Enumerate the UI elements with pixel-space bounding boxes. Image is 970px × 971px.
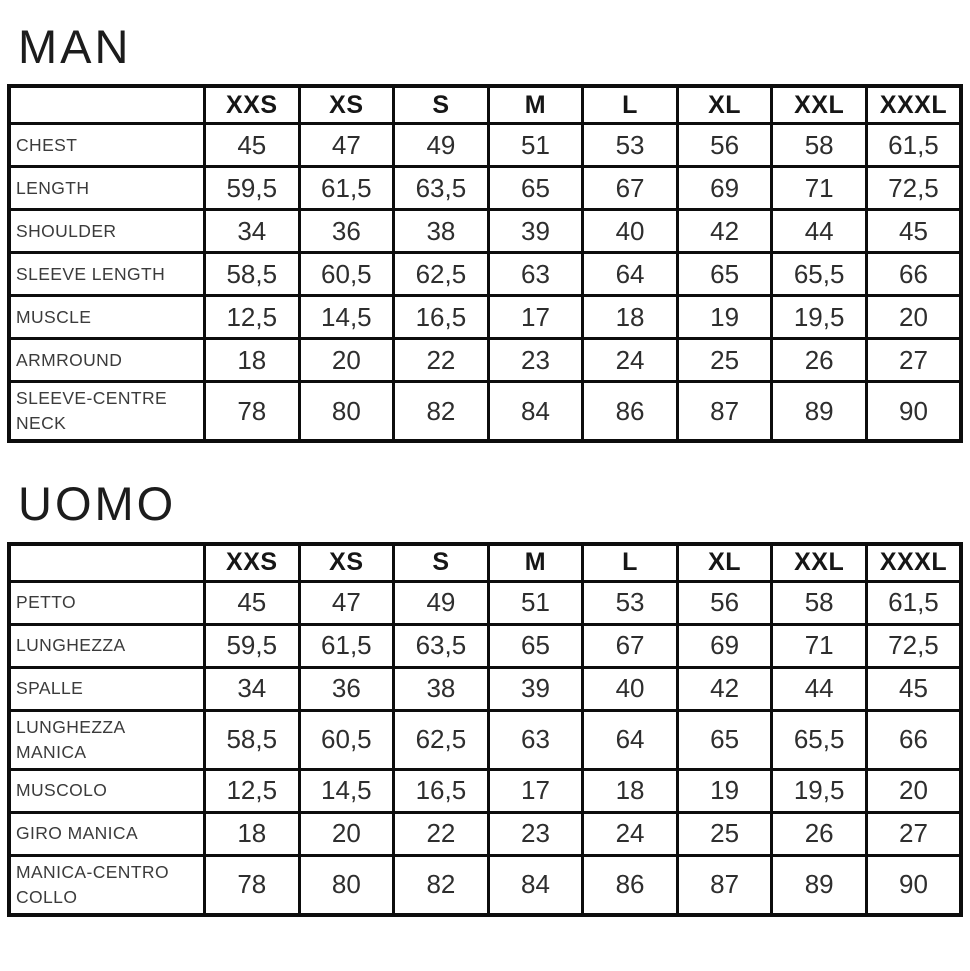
size-column-header: XXL: [772, 86, 867, 124]
measurement-row: [9, 581, 961, 624]
size-value: 36: [299, 210, 394, 253]
size-value: 51: [488, 581, 583, 624]
size-value: 78: [205, 855, 300, 915]
size-column-header: S: [394, 86, 489, 124]
size-table-uomo: [7, 542, 963, 917]
size-value: 22: [394, 812, 489, 855]
size-value: 84: [488, 382, 583, 442]
size-header-row: [9, 544, 961, 582]
size-value: 80: [299, 855, 394, 915]
size-value: 58,5: [205, 253, 300, 296]
size-value: 36: [299, 667, 394, 710]
size-value: 86: [583, 382, 678, 442]
size-value: 65,5: [772, 253, 867, 296]
size-value: 23: [488, 339, 583, 382]
size-value: 89: [772, 855, 867, 915]
size-value: 18: [583, 296, 678, 339]
measurement-label-cell: [9, 581, 205, 624]
size-value: 42: [677, 210, 772, 253]
measurement-row: [9, 210, 961, 253]
corner-cell: [9, 86, 205, 124]
size-column-header: S: [394, 544, 489, 582]
size-value: 45: [866, 667, 961, 710]
size-value: 12,5: [205, 296, 300, 339]
size-value: 65: [677, 253, 772, 296]
measurement-label: SHOULDER: [16, 220, 117, 241]
size-value: 66: [866, 253, 961, 296]
size-value: 47: [299, 124, 394, 167]
size-value: 18: [583, 769, 678, 812]
size-value: 20: [866, 769, 961, 812]
size-value: 61,5: [299, 167, 394, 210]
size-value: 71: [772, 167, 867, 210]
measurement-label-cell: [9, 624, 205, 667]
size-value: 47: [299, 581, 394, 624]
measurement-label: GIRO MANICA: [16, 823, 139, 844]
size-value: 67: [583, 167, 678, 210]
size-value: 44: [772, 210, 867, 253]
size-column-header: M: [488, 544, 583, 582]
size-value: 82: [394, 855, 489, 915]
size-value: 62,5: [394, 253, 489, 296]
size-value: 65: [488, 167, 583, 210]
size-value: 53: [583, 124, 678, 167]
size-value: 20: [299, 339, 394, 382]
size-value: 58: [772, 124, 867, 167]
size-value: 72,5: [866, 167, 961, 210]
size-header-row: [9, 86, 961, 124]
measurement-label-cell: [9, 769, 205, 812]
size-value: 45: [866, 210, 961, 253]
size-column-header: L: [583, 544, 678, 582]
measurement-label-cell: [9, 382, 205, 442]
measurement-row: [9, 812, 961, 855]
measurement-row: [9, 624, 961, 667]
size-value: 56: [677, 581, 772, 624]
size-value: 58,5: [205, 710, 300, 769]
measurement-label: LENGTH: [16, 177, 90, 198]
size-value: 56: [677, 124, 772, 167]
measurement-label: ARMROUND: [16, 349, 123, 370]
size-value: 20: [866, 296, 961, 339]
size-value: 42: [677, 667, 772, 710]
measurement-label: SLEEVE LENGTH: [16, 263, 166, 284]
measurement-row: [9, 124, 961, 167]
measurement-label: MANICA-CENTRO COLLO: [16, 861, 169, 907]
size-value: 60,5: [299, 253, 394, 296]
size-value: 90: [866, 855, 961, 915]
size-value: 40: [583, 667, 678, 710]
measurement-label: LUNGHEZZA: [16, 635, 126, 656]
measurement-label-cell: [9, 812, 205, 855]
size-value: 14,5: [299, 769, 394, 812]
size-value: 86: [583, 855, 678, 915]
measurement-label-cell: [9, 296, 205, 339]
measurement-label-cell: [9, 339, 205, 382]
size-value: 49: [394, 124, 489, 167]
size-value: 87: [677, 855, 772, 915]
measurement-label-cell: [9, 253, 205, 296]
measurement-row: [9, 296, 961, 339]
size-value: 25: [677, 812, 772, 855]
size-value: 59,5: [205, 167, 300, 210]
size-column-header: L: [583, 86, 678, 124]
size-value: 58: [772, 581, 867, 624]
size-value: 66: [866, 710, 961, 769]
size-chart-section-uomo: [7, 479, 963, 916]
size-value: 87: [677, 382, 772, 442]
size-column-header: XS: [299, 86, 394, 124]
measurement-label-cell: [9, 667, 205, 710]
measurement-label-cell: [9, 167, 205, 210]
size-value: 19: [677, 296, 772, 339]
size-value: 45: [205, 124, 300, 167]
size-value: 27: [866, 339, 961, 382]
size-value: 45: [205, 581, 300, 624]
size-value: 59,5: [205, 624, 300, 667]
size-value: 62,5: [394, 710, 489, 769]
size-value: 61,5: [866, 124, 961, 167]
size-column-header: XXS: [205, 86, 300, 124]
size-value: 90: [866, 382, 961, 442]
size-value: 65: [677, 710, 772, 769]
size-value: 63,5: [394, 167, 489, 210]
size-value: 65,5: [772, 710, 867, 769]
size-value: 16,5: [394, 296, 489, 339]
size-value: 12,5: [205, 769, 300, 812]
size-value: 44: [772, 667, 867, 710]
size-value: 39: [488, 210, 583, 253]
size-value: 72,5: [866, 624, 961, 667]
chart-title-uomo: UOMO: [18, 477, 177, 531]
size-column-header: XL: [677, 86, 772, 124]
size-value: 60,5: [299, 710, 394, 769]
size-value: 53: [583, 581, 678, 624]
size-value: 22: [394, 339, 489, 382]
size-column-header: XS: [299, 544, 394, 582]
measurement-row: [9, 667, 961, 710]
size-value: 34: [205, 667, 300, 710]
size-value: 19: [677, 769, 772, 812]
measurement-label: SPALLE: [16, 678, 84, 699]
size-value: 19,5: [772, 296, 867, 339]
size-value: 17: [488, 296, 583, 339]
size-value: 14,5: [299, 296, 394, 339]
size-value: 63: [488, 710, 583, 769]
size-value: 80: [299, 382, 394, 442]
measurement-label: SLEEVE-CENTRE NECK: [16, 388, 168, 434]
size-value: 61,5: [866, 581, 961, 624]
size-table-man: [7, 84, 963, 443]
measurement-label-cell: [9, 124, 205, 167]
measurement-label-cell: [9, 210, 205, 253]
size-value: 63: [488, 253, 583, 296]
size-value: 26: [772, 812, 867, 855]
size-value: 61,5: [299, 624, 394, 667]
size-value: 16,5: [394, 769, 489, 812]
size-column-header: XXXL: [866, 544, 961, 582]
measurement-label: PETTO: [16, 592, 77, 613]
measurement-row: [9, 855, 961, 915]
size-value: 64: [583, 253, 678, 296]
measurement-label: MUSCOLO: [16, 780, 108, 801]
size-value: 39: [488, 667, 583, 710]
measurement-row: [9, 710, 961, 769]
size-value: 69: [677, 167, 772, 210]
measurement-label-cell: [9, 710, 205, 769]
size-column-header: XXXL: [866, 86, 961, 124]
size-value: 26: [772, 339, 867, 382]
size-charts-container: [7, 22, 963, 917]
size-value: 19,5: [772, 769, 867, 812]
size-value: 49: [394, 581, 489, 624]
size-value: 69: [677, 624, 772, 667]
size-value: 24: [583, 339, 678, 382]
size-value: 40: [583, 210, 678, 253]
size-value: 24: [583, 812, 678, 855]
size-value: 20: [299, 812, 394, 855]
measurement-row: [9, 769, 961, 812]
size-value: 84: [488, 855, 583, 915]
size-value: 18: [205, 812, 300, 855]
size-value: 89: [772, 382, 867, 442]
size-value: 78: [205, 382, 300, 442]
size-chart-section-man: [7, 22, 963, 443]
chart-title-man: MAN: [18, 20, 132, 73]
measurement-row: [9, 167, 961, 210]
size-value: 25: [677, 339, 772, 382]
size-column-header: XL: [677, 544, 772, 582]
size-value: 27: [866, 812, 961, 855]
size-value: 34: [205, 210, 300, 253]
measurement-label: CHEST: [16, 134, 78, 155]
size-value: 38: [394, 210, 489, 253]
size-value: 18: [205, 339, 300, 382]
size-column-header: XXS: [205, 544, 300, 582]
measurement-row: [9, 382, 961, 442]
size-column-header: XXL: [772, 544, 867, 582]
size-value: 63,5: [394, 624, 489, 667]
size-value: 71: [772, 624, 867, 667]
size-value: 67: [583, 624, 678, 667]
measurement-row: [9, 339, 961, 382]
size-value: 38: [394, 667, 489, 710]
size-value: 82: [394, 382, 489, 442]
size-value: 65: [488, 624, 583, 667]
measurement-label-cell: [9, 855, 205, 915]
size-value: 51: [488, 124, 583, 167]
corner-cell: [9, 544, 205, 582]
size-value: 23: [488, 812, 583, 855]
measurement-label: MUSCLE: [16, 306, 92, 327]
measurement-label: LUNGHEZZA MANICA: [16, 716, 125, 762]
size-value: 17: [488, 769, 583, 812]
measurement-row: [9, 253, 961, 296]
size-value: 64: [583, 710, 678, 769]
size-column-header: M: [488, 86, 583, 124]
